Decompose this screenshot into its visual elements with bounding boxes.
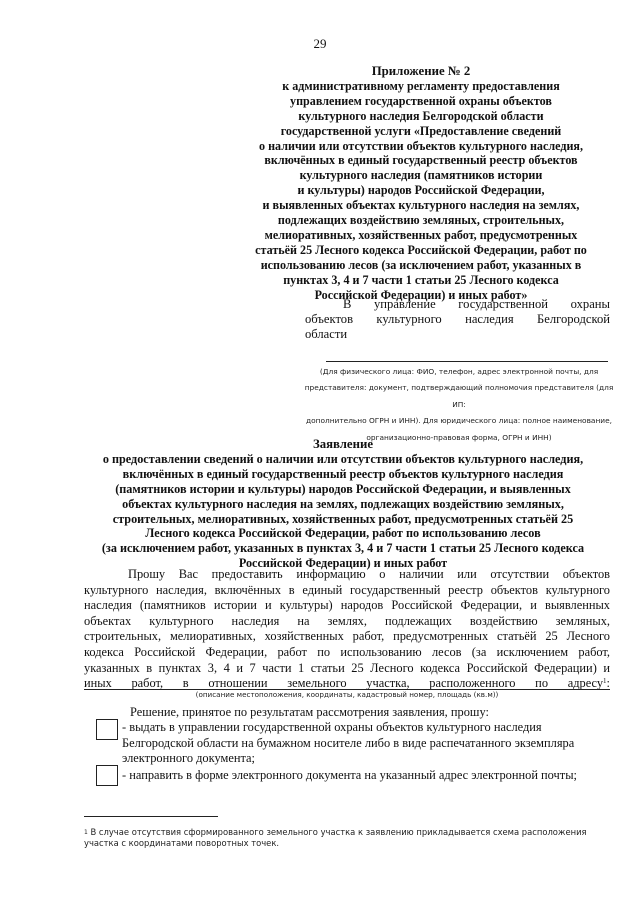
recipient-line: объектов культурного наследия Белгородской <box>305 311 610 326</box>
annex-line: мелиоративных, хозяйственных работ, предусмотренных <box>264 227 578 242</box>
annex-line: культурного наследия (памятников истории <box>299 168 543 183</box>
option-line: - выдать в управлении государственной охраны объектов культурного наследия <box>122 720 542 734</box>
annex-line: к административному регламенту предоставления <box>282 78 560 93</box>
decision-lead: Решение, принятое по результатам рассмотрения заявления, прошу: <box>130 705 489 719</box>
email-delivery-checkbox[interactable] <box>96 765 118 786</box>
body-line: указанных в пунктах 3, 4 и 7 части 1 статьи 25 Лесного кодекса Российской Федерации) и <box>84 660 610 675</box>
statement-line: строительных, мелиоративных, хозяйственных работ, предусмотренных статьёй 25 <box>112 511 574 526</box>
footnote-text: В случае отсутствия сформированного земельного участка к заявлению прикладывается схема расположения участка с координатами поворотных точек. <box>84 827 587 848</box>
recipient-block <box>305 297 610 341</box>
applicant-note-line: (Для физического лица: ФИО, телефон, адрес электронной почты, для <box>319 367 599 376</box>
recipient-line: области <box>305 326 348 341</box>
annex-line: о наличии или отсутствии объектов культурного наследия, <box>259 138 583 153</box>
body-line: иных работ, в отношении земельного участка, расположенного по адресу <box>84 676 604 691</box>
annex-line: управлением государственной охраны объектов <box>290 93 552 108</box>
body-line: культурного наследия, включённых в единый государственный реестр объектов культурного <box>84 582 610 597</box>
body-line: строительных, мелиоративных, хозяйственных работ, предусмотренных статьёй 25 Лесного <box>84 629 610 644</box>
body-line: объектах культурного наследия на землях, подлежащих воздействию земляных, <box>84 613 610 628</box>
annex-line: Российской Федерации) и иных работ» <box>314 287 528 302</box>
paper-copy-checkbox[interactable] <box>96 719 118 740</box>
footnote-separator <box>84 816 218 817</box>
applicant-note-line: представителя: документ, подтверждающий полномочия представителя (для ИП: <box>304 383 614 409</box>
statement-line: о предоставлении сведений о наличии или отсутствии объектов культурного наследия, <box>102 451 584 466</box>
footnote-mark: 1 <box>84 829 88 836</box>
option-paper-copy <box>122 720 610 767</box>
body-line: Прошу Вас предоставить информацию о наличии или отсутствии объектов <box>128 567 610 581</box>
applicant-note <box>300 364 618 446</box>
annex-line: статьёй 25 Лесного кодекса Российской Федерации, работ по <box>255 242 587 257</box>
statement-line: объектах культурного наследия на землях, подлежащих воздействию земляных, <box>122 496 564 511</box>
statement-header <box>84 437 602 571</box>
body-line: наследия (памятников истории и культуры) народов Российской Федерации, и выявленных <box>84 598 610 613</box>
statement-line: (за исключением работ, указанных в пунктах 3, 4 и 7 части 1 статьи 25 Лесного кодекса <box>101 541 585 556</box>
location-caption: (описание местоположения, координаты, кадастровый номер, площадь (кв.м)) <box>195 690 499 699</box>
annex-line: использованию лесов (за исключением работ, указанных в <box>260 257 582 272</box>
annex-line: и культуры) народов Российской Федерации, <box>297 183 545 198</box>
option-email-delivery: - направить в форме электронного документа на указанный адрес электронной почты; <box>122 768 577 782</box>
annex-line: государственной услуги «Предоставление сведений <box>280 123 562 138</box>
statement-line: (памятников истории и культуры) народов Российской Федерации, и выявленных <box>115 481 571 496</box>
recipient-line: В управление государственной охраны <box>343 297 610 311</box>
annex-line: пунктах 3, 4 и 7 части 1 статьи 25 Лесного кодекса <box>283 272 559 287</box>
body-line: кодекса Российской Федерации, работ по использованию лесов (за исключением работ, <box>84 644 610 659</box>
annex-line: включённых в единый государственный реестр объектов <box>264 153 578 168</box>
footnote <box>84 827 610 849</box>
annex-line: подлежащих воздействию земляных, строительных, <box>277 213 565 228</box>
annex-header <box>232 64 610 303</box>
statement-line: Российской Федерации) и иных работ <box>238 556 448 571</box>
statement-line: Лесного кодекса Российской Федерации, работ по использованию лесов <box>145 526 541 541</box>
annex-line: культурного наследия Белгородской области <box>298 108 544 123</box>
applicant-note-line: организационно-правовая форма, ОГРН и ИНН) <box>366 432 552 442</box>
request-paragraph <box>84 567 610 692</box>
applicant-signature-line[interactable] <box>326 361 608 362</box>
option-line: Белгородской области на бумажном носителе либо в виде распечатанного экземпляра <box>122 735 575 750</box>
statement-line: включённых в единый государственный реестр объектов культурного наследия <box>122 466 564 481</box>
footnote-reference: 1 <box>603 677 607 686</box>
option-line: электронного документа; <box>122 751 255 766</box>
body-ending: : <box>606 676 610 691</box>
statement-title: Заявление <box>312 437 374 451</box>
page-number: 29 <box>313 36 327 51</box>
annex-line: и выявленных объектах культурного наследия на землях, <box>262 198 580 213</box>
applicant-note-line: дополнительно ОГРН и ИНН). Для юридического лица: полное наименование, <box>306 416 612 426</box>
annex-title: Приложение № 2 <box>371 64 471 78</box>
